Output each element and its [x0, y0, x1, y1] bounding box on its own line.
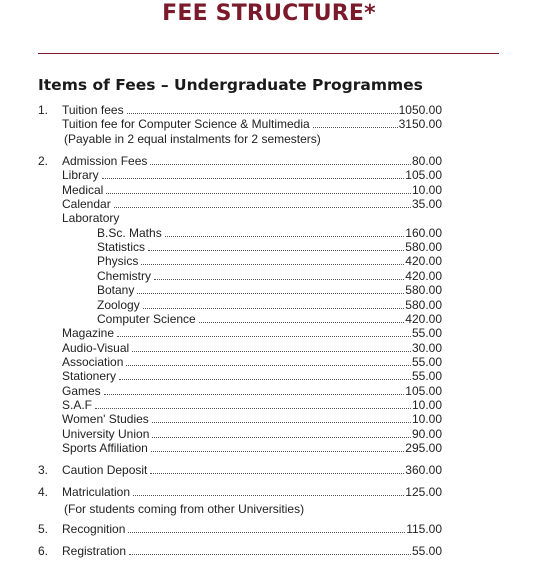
fee-row	[0, 240, 548, 254]
fee-amount: 10.00	[411, 182, 442, 197]
dot-leader	[128, 532, 405, 533]
fee-amount: 105.00	[405, 383, 442, 398]
dot-leader	[95, 408, 411, 409]
dot-leader	[133, 495, 404, 496]
fee-amount: 420.00	[405, 254, 442, 269]
fee-label: Stationery	[62, 369, 117, 384]
dot-leader	[126, 365, 411, 366]
fee-row	[0, 183, 548, 197]
fee-row	[0, 485, 548, 499]
fee-label: Games	[62, 383, 101, 398]
fee-row	[0, 226, 548, 240]
fee-amount: 55.00	[411, 354, 442, 369]
fee-row	[0, 117, 548, 131]
dot-leader	[141, 264, 404, 265]
fee-row	[0, 398, 548, 412]
fee-label: Admission Fees	[62, 154, 148, 168]
fee-row	[0, 283, 548, 297]
dot-leader	[119, 379, 411, 380]
dot-leader	[154, 279, 404, 280]
fee-row	[0, 463, 548, 477]
fee-amount: 55.00	[411, 369, 442, 384]
page-title: FEE STRUCTURE*	[162, 1, 376, 26]
fee-label: Recognition	[62, 522, 126, 536]
fee-label: Tuition fees	[62, 103, 124, 117]
fee-label: Botany	[97, 283, 135, 298]
fee-row	[0, 384, 548, 398]
item-number: 2.	[38, 154, 49, 168]
fee-label: Tuition fee for Computer Science & Multimedia	[62, 117, 310, 132]
dot-leader	[114, 207, 411, 208]
fee-amount: 90.00	[411, 426, 442, 441]
fee-row	[0, 441, 548, 455]
fee-note: (For students coming from other Universities)	[64, 502, 305, 516]
dot-leader	[313, 127, 398, 128]
fee-row	[0, 341, 548, 355]
fee-amount: 580.00	[405, 297, 442, 312]
dot-leader	[127, 113, 398, 114]
fee-row	[0, 427, 548, 441]
fee-label: Caution Deposit	[62, 463, 148, 477]
fee-label: Audio-Visual	[62, 340, 130, 355]
dot-leader	[104, 394, 405, 395]
dot-leader	[132, 351, 411, 352]
fee-row	[0, 154, 548, 168]
dot-leader	[129, 554, 411, 555]
fee-label: Matriculation	[62, 485, 131, 499]
fee-amount: 580.00	[405, 283, 442, 298]
fee-row	[0, 369, 548, 383]
fee-label: Registration	[62, 544, 127, 558]
fee-row	[0, 197, 548, 211]
fee-amount: 10.00	[411, 412, 442, 427]
fee-label: Association	[62, 354, 124, 369]
fee-label: Statistics	[97, 240, 146, 255]
fee-amount: 580.00	[405, 240, 442, 255]
item-number: 1.	[38, 103, 49, 117]
fee-label: Physics	[97, 254, 139, 269]
fee-amount: 420.00	[405, 268, 442, 283]
fee-row	[0, 103, 548, 117]
fee-label: Women' Studies	[62, 412, 149, 427]
fee-row	[0, 312, 548, 326]
fee-label: Magazine	[62, 326, 115, 341]
fee-label: Zoology	[97, 297, 140, 312]
dot-leader	[165, 236, 405, 237]
fee-amount: 160.00	[405, 225, 442, 240]
fee-row	[0, 355, 548, 369]
fee-row	[0, 326, 548, 340]
fee-note: (Payable in 2 equal instalments for 2 semesters)	[64, 131, 321, 146]
dot-leader	[150, 164, 411, 165]
fee-amount: 55.00	[411, 326, 442, 341]
dot-leader	[106, 193, 411, 194]
fee-amount: 3150.00	[398, 117, 442, 132]
fee-amount: 80.00	[411, 154, 442, 168]
dot-leader	[137, 293, 404, 294]
fee-label: Chemistry	[97, 268, 152, 283]
fee-amount: 115.00	[406, 522, 442, 536]
dot-leader	[152, 422, 411, 423]
fee-amount: 55.00	[411, 544, 442, 558]
fee-row	[0, 298, 548, 312]
fee-amount: 105.00	[405, 168, 442, 183]
fee-amount: 295.00	[405, 441, 442, 455]
section-heading: Items of Fees – Undergraduate Programmes	[38, 76, 423, 94]
fee-amount: 30.00	[411, 340, 442, 355]
fee-row	[0, 254, 548, 268]
fee-label: B.Sc. Maths	[97, 225, 162, 240]
fee-label: Library	[62, 168, 99, 183]
fee-row	[0, 522, 548, 536]
fee-amount: 1050.00	[398, 103, 442, 117]
dot-leader	[199, 322, 405, 323]
fee-amount: 420.00	[405, 311, 442, 326]
dot-leader	[152, 437, 411, 438]
fee-label: Computer Science	[97, 311, 196, 326]
dot-leader	[143, 308, 405, 309]
dot-leader	[102, 178, 405, 179]
item-number: 6.	[38, 544, 49, 558]
dot-leader	[150, 473, 404, 474]
fee-label: Sports Affiliation	[62, 441, 148, 455]
fee-label: Laboratory	[62, 211, 120, 226]
fee-amount: 360.00	[405, 463, 442, 477]
fee-label: University Union	[62, 426, 150, 441]
title-divider	[38, 53, 499, 54]
dot-leader	[151, 451, 404, 452]
item-number: 3.	[38, 463, 49, 477]
fee-amount: 125.00	[405, 485, 442, 499]
item-number: 4.	[38, 485, 49, 499]
fee-row	[0, 544, 548, 558]
dot-leader	[148, 250, 404, 251]
fee-row	[0, 269, 548, 283]
fee-row	[0, 168, 548, 182]
fee-row	[0, 412, 548, 426]
dot-leader	[117, 336, 411, 337]
fee-label: Calendar	[62, 197, 111, 212]
fee-amount: 35.00	[411, 197, 442, 212]
fee-amount: 10.00	[411, 397, 442, 412]
item-number: 5.	[38, 522, 49, 536]
fee-row	[0, 211, 548, 225]
fee-label: Medical	[62, 182, 104, 197]
fee-label: S.A.F	[62, 397, 93, 412]
